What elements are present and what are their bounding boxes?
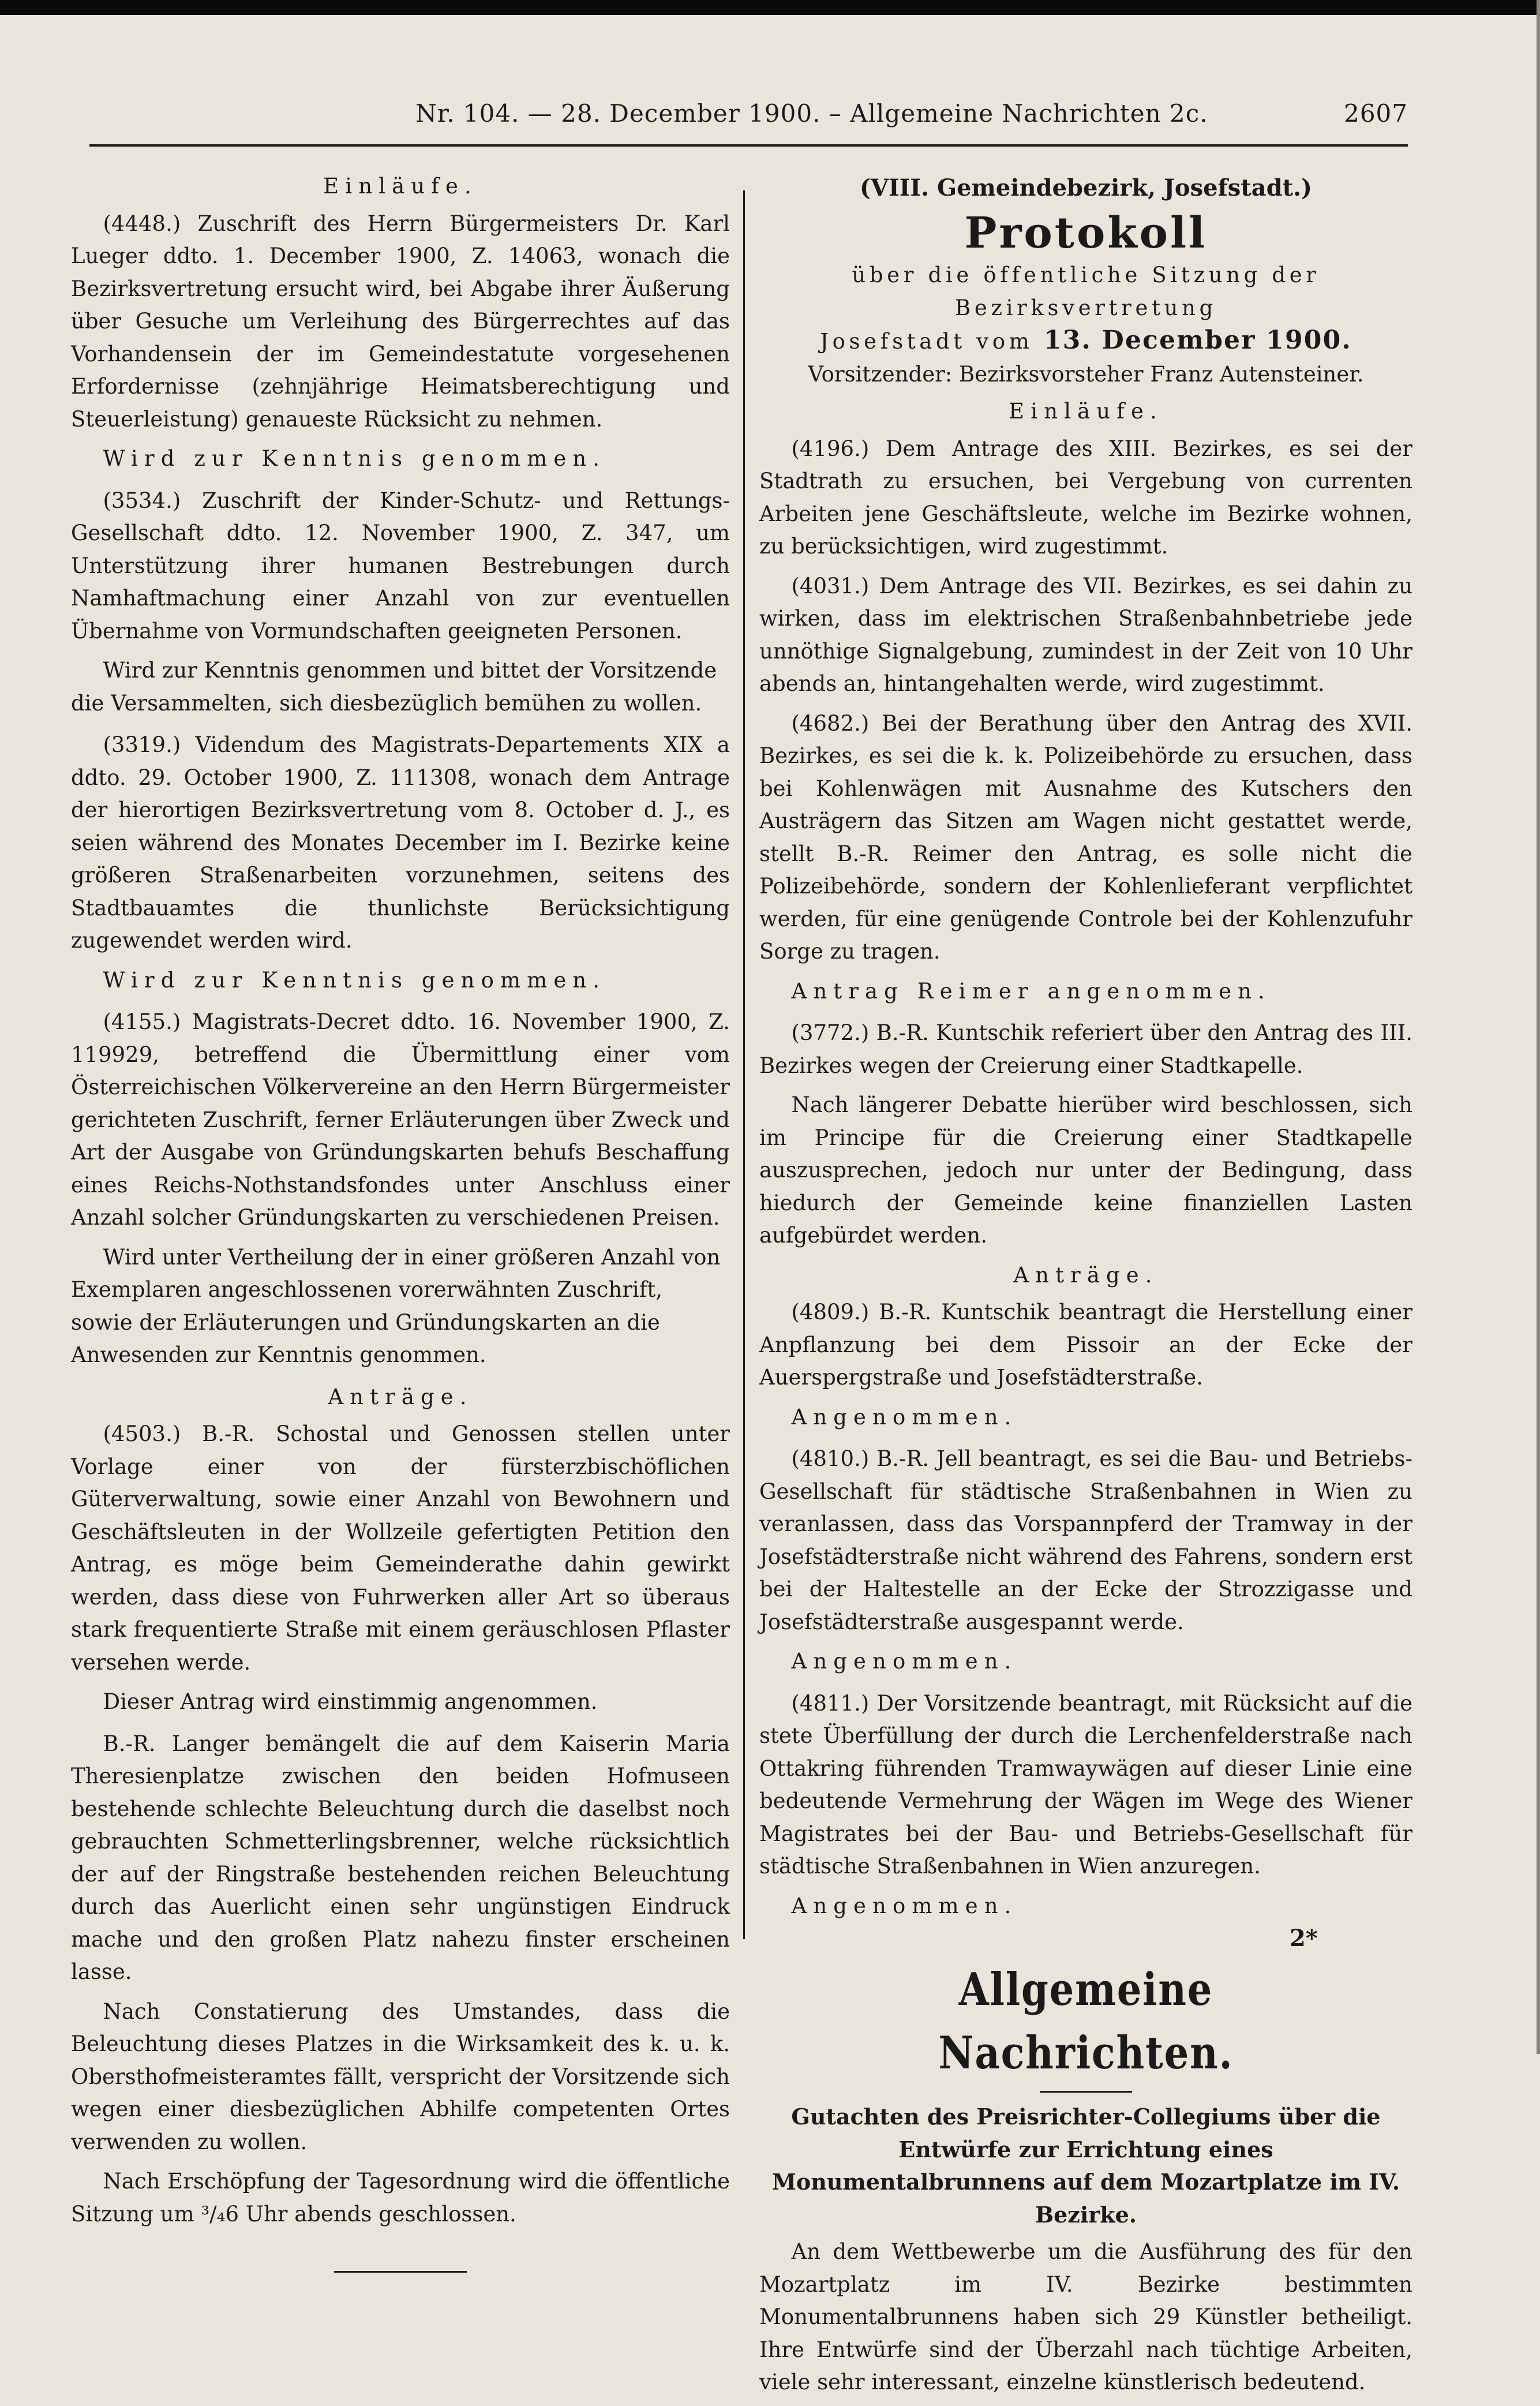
protokoll-date-prefix: Josefstadt vom [820, 329, 1033, 354]
entry-3319: (3319.) Videndum des Magistrats-Departements XIX a ddto. 29. October 1900, Z. 111308, wonach dem Antrage der hierortigen Bezirksvertretung vom 8. October d. J., es seien während des Monates December im I. Bezirke keine größeren Straßenarbeiten vorzunehmen, seitens des Stadtbauamtes die thunlichste Berücksichtigung zugewendet werden wird. [71, 732, 730, 953]
heading-antraege-right: Anträge. [1013, 1262, 1159, 1288]
running-title: Nr. 104. — 28. December 1900. – Allgemeine Nachrichten 2c. [415, 99, 1208, 128]
motion-4810: (4810.) B.-R. Jell beantragt, es sei die Bau- und Betriebs-Gesellschaft für städtische Straßenbahnen in Wien zu veranlassen, dass das Vorspannpferd der Tramway in der Josefstädterstraße nicht während des Fahrens, sondern erst bei der Haltestelle an der Ecke der Strozzigasse und Josefstädterstraße ausgespannt werde. [759, 1446, 1412, 1634]
protokoll-date: 13. December 1900. [1043, 325, 1352, 355]
protokoll-date-line [759, 324, 1412, 358]
resolution-4810: Angenommen. [791, 1649, 1018, 1674]
article-text: An dem Wettbewerbe um die Ausführung des für den Mozartplatz im IV. Bezirke bestimmten Monumentalbrunnens haben sich 29 Künstler betheiligt. Ihre Entwürfe sind der Überzahl nach tüchtige Arbeiten, viele sehr interessant, einzelne künstlerisch bedeutend. [759, 2239, 1412, 2394]
resolution-4503: Dieser Antrag wird einstimmig angenommen. [103, 1689, 598, 1714]
resolution-4682: Antrag Reimer angenommen. [791, 978, 1271, 1004]
section-title-rule [1040, 2091, 1132, 2093]
district-title: (VIII. Gemeindebezirk, Josefstadt.) [860, 174, 1312, 201]
motion-4809: (4809.) B.-R. Kuntschik beantragt die Herstellung einer Anpflanzung bei dem Pissoir an der Ecke der Auerspergstraße und Josefstädterstraße. [759, 1300, 1412, 1390]
entry-4031: (4031.) Dem Antrage des VII. Bezirkes, es sei dahin zu wirken, dass im elektrischen Straßenbahnbetriebe jede unnöthige Signalgebung, zumindest in der Zeit von 10 Uhr abends an, hintangehalten werde, wird zugestimmt. [759, 573, 1412, 696]
resolution-4448: Wird zur Kenntnis genommen. [103, 446, 606, 471]
left-end-rule [334, 2271, 467, 2273]
chair-line: Vorsitzender: Bezirksvorsteher Franz Autensteiner. [808, 361, 1364, 387]
resolution-4155: Wird unter Vertheilung der in einer größeren Anzahl von Exemplaren angeschlossenen vorerwähnten Zuschrift, sowie der Erläuterungen und Gründungskarten an die Anwesenden zur Kenntnis genommen. [71, 1244, 721, 1367]
resolution-3772: Nach längerer Debatte hierüber wird beschlossen, sich im Principe für die Creierung einer Stadtkapelle auszusprechen, jedoch nur unter der Bedingung, dass hiedurch der Gemeinde keine finanziellen Lasten aufgebürdet werden. [759, 1092, 1412, 1248]
section-title-allgemeine-nachrichten: Allgemeine Nachrichten. [938, 1963, 1234, 2079]
resolution-langer: Nach Constatierung des Umstandes, dass die Beleuchtung dieses Platzes in die Wirksamkeit des k. u. k. Obersthofmeisteramtes fällt, verspricht der Vorsitzende sich wegen einer diesbezüglichen Abhilfe competenten Ortes verwenden zu wollen. [71, 1999, 730, 2154]
left-column [71, 170, 730, 2273]
header-rule [89, 144, 1408, 147]
closing-note: Nach Erschöpfung der Tagesordnung wird die öffentliche Sitzung um ³/₄6 Uhr abends geschlossen. [71, 2169, 730, 2227]
resolution-4811: Angenommen. [791, 1893, 1018, 1918]
right-column [759, 170, 1412, 2406]
entry-4682: (4682.) Bei der Berathung über den Antrag des XVII. Bezirkes, es sei die k. k. Polizeibehörde zu ersuchen, dass bei Kohlenwägen mit Ausnahme des Kutschers den Austrägern das Sitzen am Wagen nicht gestattet werde, stellt B.-R. Reimer den Antrag, es solle nicht die Polizeibehörde, sondern der Kohlenlieferant verpflichtet werden, für eine genügende Controle bei der Kohlenzufuhr Sorge zu tragen. [759, 710, 1412, 964]
protokoll-subtitle: über die öffentliche Sitzung der Bezirksvertretung [852, 263, 1320, 320]
heading-einlaeufe-left: Einläufe. [323, 174, 478, 199]
entry-4448: (4448.) Zuschrift des Herrn Bürgermeisters Dr. Karl Lueger ddto. 1. December 1900, Z. 14063, wonach die Bezirksvertretung ersucht wird, bei Abgabe ihrer Äußerung über Gesuche um Verleihung des Bürgerrechtes auf das Vorhandensein der im Gemeindestatute vorgesehenen Erfordernisse (zehnjährige Heimatsberechtigung und Steuerleistung) genaueste Rücksicht zu nehmen. [71, 211, 730, 432]
resolution-3319: Wird zur Kenntnis genommen. [103, 967, 606, 993]
motion-4503: (4503.) B.-R. Schostal und Genossen stellen unter Vorlage einer von der fürsterzbischöflichen Güterverwaltung, sowie einer Anzahl von Bewohnern und Geschäftsleuten in der Wollzeile gefertigten Petition den Antrag, es möge beim Gemeinderathe dahin gewirkt werden, dass diese von Fuhrwerken aller Art so überaus stark frequentierte Straße mit einem geräuschlosen Pflaster versehen werde. [71, 1421, 730, 1675]
entry-4155: (4155.) Magistrats-Decret ddto. 16. November 1900, Z. 119929, betreffend die Übermittlung einer vom Österreichischen Völkervereine an den Herrn Bürgermeister gerichteten Zuschrift, ferner Erläuterungen über Zweck und Art der Ausgabe von Gründungskarten behufs Beschaffung eines Reichs-Nothstandsfondes unter Anschluss einer Anzahl solcher Gründungskarten zu verschiedenen Preisen. [71, 1009, 730, 1230]
column-divider [743, 190, 745, 1939]
page-number: 2607 [1344, 99, 1408, 128]
signature-mark: 2* [1290, 1925, 1318, 1952]
resolution-3534: Wird zur Kenntnis genommen und bittet der Vorsitzende die Versammelten, sich diesbezüglich bemühen zu wollen. [71, 658, 717, 716]
protokoll-title: Protokoll [964, 208, 1208, 258]
page-header [415, 99, 1408, 140]
scan-right-edge [1537, 0, 1540, 2054]
heading-einlaeufe-right: Einläufe. [1009, 399, 1163, 424]
resolution-4809: Angenommen. [791, 1404, 1018, 1430]
entry-4196: (4196.) Dem Antrage des XIII. Bezirkes, es sei der Stadtrath zu ersuchen, bei Vergebung von currenten Arbeiten jene Geschäftsleute, welche im Bezirke wohnen, zu berücksichtigen, wird zugestimmt. [759, 436, 1412, 559]
article-heading: Gutachten des Preisrichter-Collegiums über die Entwürfe zur Errichtung eines Monumentalbrunnens auf dem Mozartplatze im IV. Bezirke. [771, 2104, 1400, 2228]
motion-langer: B.-R. Langer bemängelt die auf dem Kaiserin Maria Theresienplatze zwischen den beiden Hofmuseen bestehende schlechte Beleuchtung durch die daselbst noch gebrauchten Schmetterlingsbrenner, welche rücksichtlich der auf der Ringstraße bestehenden reichen Beleuchtung durch das Auerlicht einen sehr ungünstigen Eindruck mache und den großen Platz nahezu finster erscheinen lasse. [71, 1731, 730, 1984]
motion-4811: (4811.) Der Vorsitzende beantragt, mit Rücksicht auf die stete Überfüllung der durch die Lerchenfelderstraße nach Ottakring führenden Tramwaywägen auf dieser Linie eine bedeutende Vermehrung der Wägen im Wege des Wiener Magistrates bei der Bau- und Betriebs-Gesellschaft für städtische Straßenbahnen in Wien anzuregen. [759, 1690, 1412, 1879]
scan-top-edge [0, 0, 1540, 15]
heading-antraege-left: Anträge. [328, 1384, 473, 1409]
entry-3772: (3772.) B.-R. Kuntschik referiert über den Antrag des III. Bezirkes wegen der Creierung einer Stadtkapelle. [759, 1020, 1412, 1078]
entry-3534: (3534.) Zuschrift der Kinder-Schutz- und Rettungs-Gesellschaft ddto. 12. November 1900, Z. 347, um Unterstützung ihrer humanen Bestrebungen durch Namhaftmachung einer Anzahl von zur eventuellen Übernahme von Vormundschaften geeigneten Personen. [71, 488, 730, 643]
